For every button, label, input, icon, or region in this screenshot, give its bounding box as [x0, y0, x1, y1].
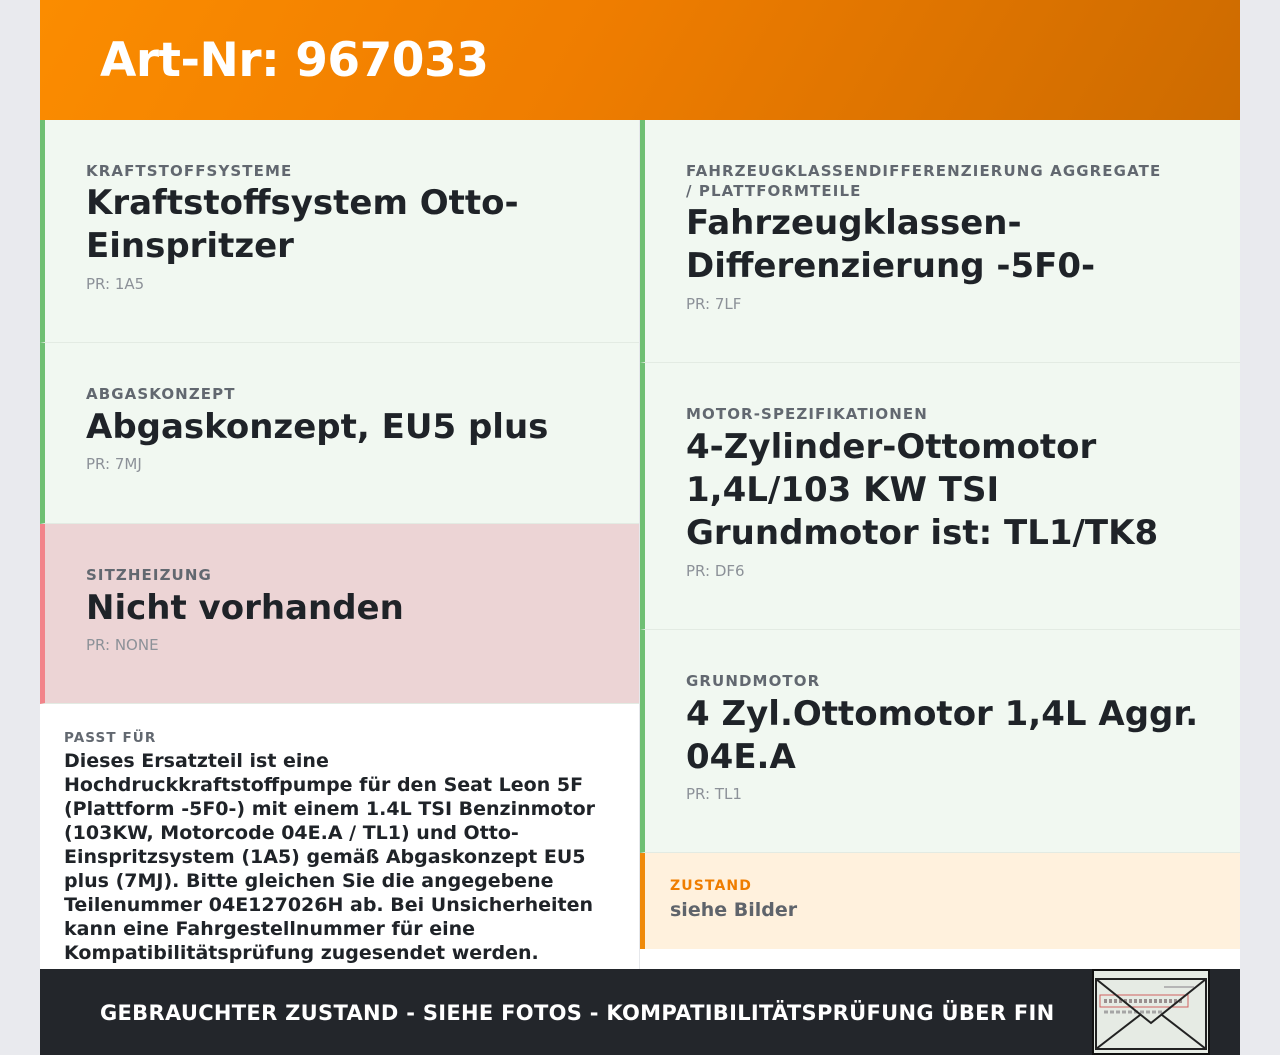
envelope-stamp-icon[interactable]: [1092, 969, 1210, 1055]
spec-pr-code: PR: NONE: [86, 636, 159, 654]
fits-description: Dieses Ersatzteil ist eine Hochdruckkraftstoffpumpe für den Seat Leon 5F (Plattform -5F0-) mit einem 1.4L TSI Benzinmotor (103KW, Motorcode 04E.A / TL1) und Otto-Einspritzsystem (1A5) gemäß Abgaskonzept EU5 plus (7MJ). Bitte gleichen Sie die angegebene Teilenummer 04E127026H ab. Bei Unsicherheiten kann eine Fahrgestellnummer für eine Kompatibilitätsprüfung zugesendet werden.: [64, 750, 595, 964]
condition-label: ZUSTAND: [670, 878, 752, 894]
spec-category: ABGASKONZEPT: [86, 385, 236, 403]
page-header: [40, 0, 1240, 120]
spec-value: Fahrzeugklassen-Differenzierung -5F0-: [686, 203, 1096, 286]
condition-card: [640, 853, 1240, 949]
spec-category: GRUNDMOTOR: [686, 672, 821, 690]
product-sheet: [40, 0, 1240, 1055]
spec-card-grundmotor: [640, 630, 1240, 853]
spec-card-abgaskonzept: [40, 343, 639, 524]
fits-section: [40, 704, 639, 968]
spec-card-motor: [640, 363, 1240, 630]
spec-value: Nicht vorhanden: [86, 588, 404, 628]
article-number-title: Art-Nr: 967033: [100, 32, 489, 88]
spec-card-sitzheizung: [40, 524, 639, 704]
spec-pr-code: PR: 1A5: [86, 275, 145, 293]
spec-pr-code: PR: DF6: [686, 562, 745, 580]
spec-card-fahrzeugklasse: [640, 120, 1240, 363]
spec-category: MOTOR-SPEZIFIKATIONEN: [686, 405, 928, 423]
condition-text: siehe Bilder: [670, 899, 798, 921]
spec-category: KRAFTSTOFFSYSTEME: [86, 162, 293, 180]
right-column: [640, 120, 1240, 969]
spec-grid: [40, 120, 1240, 969]
spec-pr-code: PR: 7LF: [686, 295, 742, 313]
spec-value: 4-Zylinder-Ottomotor 1,4L/103 KW TSI Grundmotor ist: TL1/TK8: [686, 427, 1159, 553]
spec-value: Abgaskonzept, EU5 plus: [86, 407, 549, 447]
footer-notice: GEBRAUCHTER ZUSTAND - SIEHE FOTOS - KOMPATIBILITÄTSPRÜFUNG ÜBER FIN: [100, 1000, 1055, 1025]
spec-category: SITZHEIZUNG: [86, 566, 212, 584]
spec-card-kraftstoffsysteme: [40, 120, 639, 343]
fits-label: PASST FÜR: [64, 730, 157, 746]
page-footer: [40, 969, 1240, 1055]
spec-category: FAHRZEUGKLASSENDIFFERENZIERUNG AGGREGATE / PLATTFORMTEILE: [686, 162, 1162, 200]
spec-value: 4 Zyl.Ottomotor 1,4L Aggr. 04E.A: [686, 694, 1199, 777]
spec-pr-code: PR: 7MJ: [86, 455, 142, 473]
spec-pr-code: PR: TL1: [686, 785, 742, 803]
spec-value: Kraftstoffsystem Otto-Einspritzer: [86, 183, 519, 266]
left-column: [40, 120, 640, 969]
